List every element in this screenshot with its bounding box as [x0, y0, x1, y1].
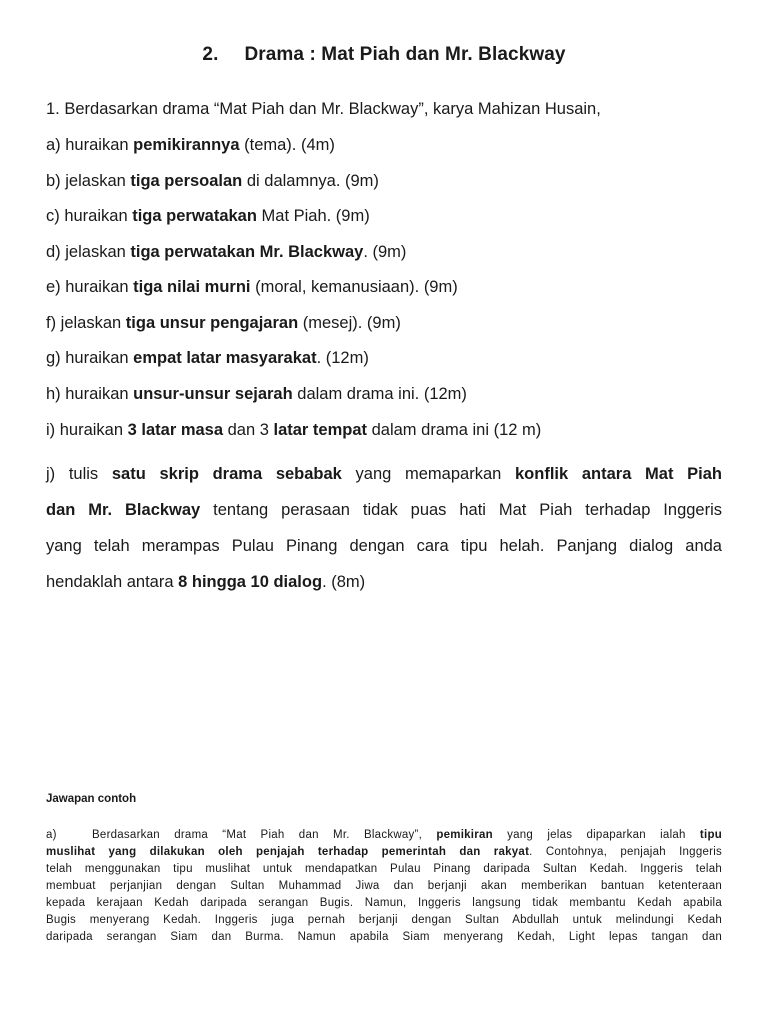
- sample-answer: [46, 827, 722, 946]
- question-f: f) jelaskan tiga unsur pengajaran (mesej). (9m): [46, 314, 401, 332]
- title-text: Drama : Mat Piah dan Mr. Blackway: [244, 44, 566, 65]
- question-c: c) huraikan tiga perwatakan Mat Piah. (9m): [46, 207, 370, 225]
- question-h: h) huraikan unsur-unsur sejarah dalam drama ini. (12m): [46, 385, 467, 403]
- sample-answer-heading: Jawapan contoh: [46, 793, 137, 805]
- page-title: [0, 44, 768, 66]
- title-number: 2.: [202, 44, 219, 65]
- question-e: e) huraikan tiga nilai murni (moral, kemanusiaan). (9m): [46, 278, 458, 296]
- question-i: i) huraikan 3 latar masa dan 3 latar tempat dalam drama ini (12 m): [46, 421, 542, 439]
- question-a: a) huraikan pemikirannya (tema). (4m): [46, 136, 335, 154]
- question-d: d) jelaskan tiga perwatakan Mr. Blackway. (9m): [46, 243, 407, 261]
- sample-line: a) Berdasarkan drama “Mat Piah dan Mr. Blackway”, pemikiran yang jelas dipaparkan ialah tipu: [46, 829, 722, 841]
- sample-line: muslihat yang dilakukan oleh penjajah terhadap pemerintah dan rakyat. Contohnya, penjajah Inggeris: [46, 846, 722, 858]
- question-j-line: j) tulis satu skrip drama sebabak yang memaparkan konflik antara Mat Piah: [46, 465, 722, 483]
- question-j: [46, 456, 722, 600]
- question-g: g) huraikan empat latar masyarakat. (12m): [46, 349, 369, 367]
- question-j-line: yang telah merampas Pulau Pinang dengan cara tipu helah. Panjang dialog anda: [46, 537, 722, 555]
- question-j-line: hendaklah antara 8 hingga 10 dialog. (8m): [46, 573, 366, 591]
- sample-line: membuat perjanjian dengan Sultan Muhammad Jiwa dan berjanji akan memberikan bantuan ketenteraan: [46, 880, 722, 892]
- question-b: b) jelaskan tiga persoalan di dalamnya. (9m): [46, 172, 379, 190]
- sample-line: daripada serangan Siam dan Burma. Namun apabila Siam menyerang Kedah, Light lepas tangan dan: [46, 931, 722, 943]
- question-j-line: dan Mr. Blackway tentang perasaan tidak puas hati Mat Piah terhadap Inggeris: [46, 501, 723, 519]
- sample-line: telah menggunakan tipu muslihat untuk mendapatkan Pulau Pinang daripada Sultan Kedah. Inggeris telah: [46, 863, 722, 875]
- intro-line: 1. Berdasarkan drama “Mat Piah dan Mr. Blackway”, karya Mahizan Husain,: [46, 100, 601, 118]
- sample-line: Bugis menyerang Kedah. Inggeris juga pernah berjanji dengan Sultan Abdullah untuk melindungi Kedah: [46, 914, 722, 926]
- sample-line: kepada kerajaan Kedah daripada serangan Bugis. Namun, Inggeris langsung tidak membantu Kedah apabila: [46, 897, 722, 909]
